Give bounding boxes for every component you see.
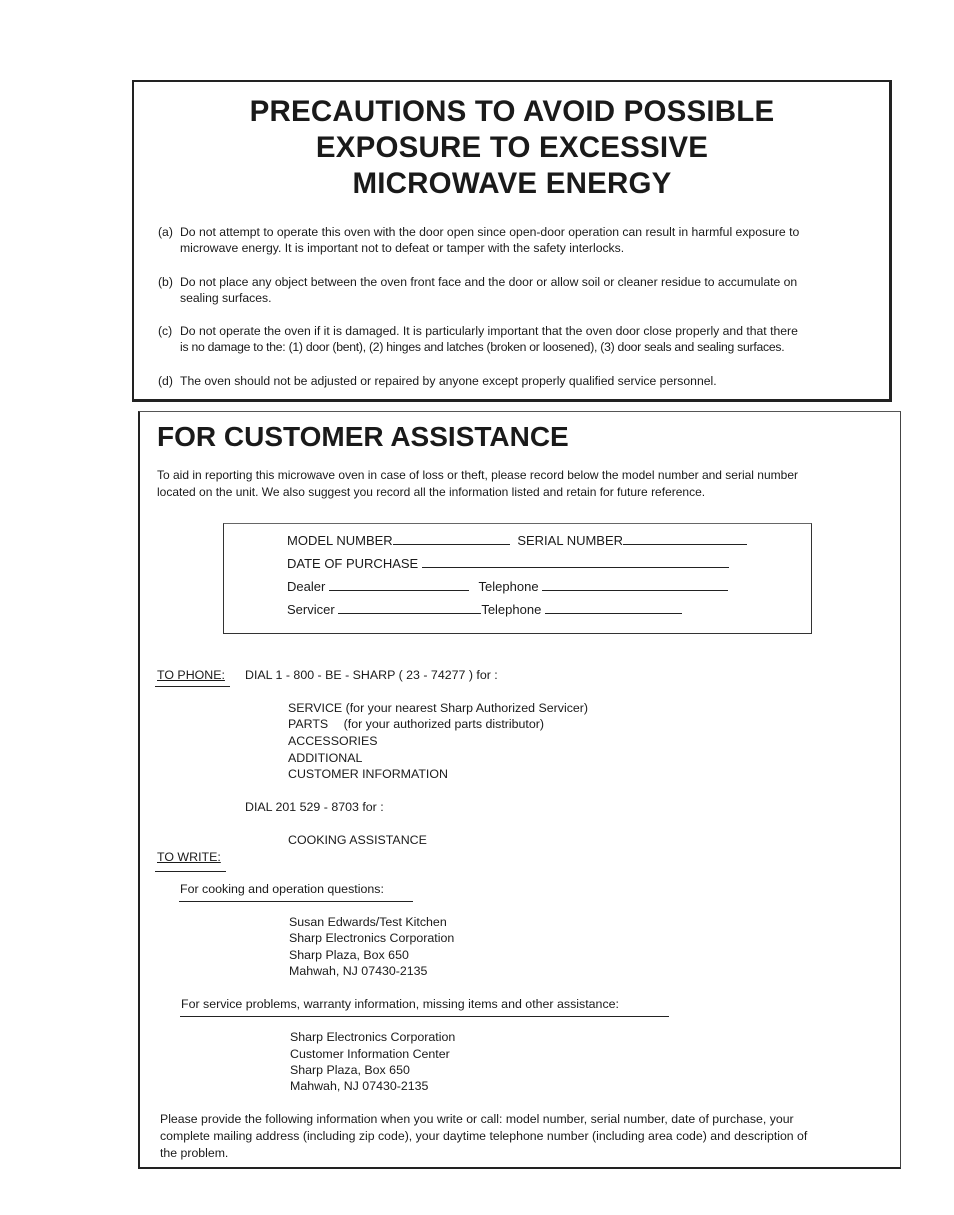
item-text-line: microwave energy. It is important not to defeat or tamper with the safety interlocks. [180, 241, 625, 255]
phone-dial-1: DIAL 1 - 800 - BE - SHARP ( 23 - 74277 ) for : [245, 668, 498, 682]
item-label: (d) [158, 374, 173, 388]
servicer-blank [338, 602, 481, 614]
parts-note: (for your authorized parts distributor) [343, 717, 545, 731]
serial-number-blank [623, 533, 747, 545]
additional-line: ADDITIONAL [288, 751, 363, 765]
service-problems-heading: For service problems, warranty information, missing items and other assistance: [181, 997, 619, 1011]
address-line: Mahwah, NJ 07430-2135 [290, 1079, 429, 1093]
address-line: Mahwah, NJ 07430-2135 [289, 964, 428, 978]
heading-underline [180, 1016, 669, 1017]
address-line: Sharp Electronics Corporation [290, 1030, 456, 1044]
closing-text-line: complete mailing address (including zip code), your daytime telephone number (including area code) and description of [160, 1129, 808, 1143]
service-line: SERVICE (for your nearest Sharp Authorized Servicer) [288, 701, 589, 715]
dealer-telephone-blank [542, 579, 728, 591]
record-row-date [287, 556, 729, 572]
item-text-line: Do not place any object between the oven front face and the door or allow soil or cleaner residue to accumulate on [180, 275, 798, 289]
servicer-telephone-blank [545, 602, 682, 614]
item-text-line: is no damage to the: (1) door (bent), (2) hinges and latches (broken or loosened), (3) door seals and sealing surfaces. [180, 340, 785, 354]
address-line: Sharp Plaza, Box 650 [290, 1063, 410, 1077]
closing-text-line: the problem. [160, 1146, 229, 1160]
closing-text-line: Please provide the following information when you write or call: model number, serial number, date of purchase, your [160, 1112, 794, 1126]
item-text-line: sealing surfaces. [180, 291, 272, 305]
item-label: (b) [158, 275, 173, 289]
precautions-title [132, 94, 892, 202]
dealer-blank [329, 579, 469, 591]
customer-assistance-title: FOR CUSTOMER ASSISTANCE [157, 421, 569, 452]
date-of-purchase-blank [422, 556, 729, 568]
phone-dial-2: DIAL 201 529 - 8703 for : [245, 800, 384, 814]
address-line: Sharp Plaza, Box 650 [289, 948, 409, 962]
address-line: Susan Edwards/Test Kitchen [289, 915, 447, 929]
address-line: Customer Information Center [290, 1047, 450, 1061]
item-label: (c) [158, 324, 173, 338]
title-line: MICROWAVE ENERGY [352, 167, 672, 200]
address-line: Sharp Electronics Corporation [289, 931, 455, 945]
cooking-assistance-line: COOKING ASSISTANCE [288, 833, 427, 847]
record-row-model [287, 533, 747, 549]
record-row-servicer [287, 602, 682, 618]
customer-info-line: CUSTOMER INFORMATION [288, 767, 448, 781]
telephone-label: Telephone [478, 579, 539, 594]
model-number-blank [393, 533, 510, 545]
parts-label: PARTS [288, 717, 329, 731]
double-underline [155, 686, 230, 687]
accessories-line: ACCESSORIES [288, 734, 378, 748]
intro-text-line: To aid in reporting this microwave oven in case of loss or theft, please record below the model number and serial number [157, 468, 798, 482]
to-write-label: TO WRITE: [157, 850, 221, 864]
title-line: PRECAUTIONS TO AVOID POSSIBLE [249, 95, 775, 128]
heading-underline [179, 901, 413, 902]
parts-line [288, 716, 544, 732]
date-of-purchase-label: DATE OF PURCHASE [287, 556, 419, 571]
item-text-line: Do not operate the oven if it is damaged. It is particularly important that the oven door close properly and that there [180, 324, 798, 338]
to-phone-label: TO PHONE: [157, 668, 225, 682]
serial-number-label: SERIAL NUMBER [517, 533, 624, 548]
item-text-line: The oven should not be adjusted or repaired by anyone except properly qualified service personnel. [180, 374, 717, 388]
double-underline [155, 871, 226, 872]
cooking-questions-heading: For cooking and operation questions: [180, 882, 384, 896]
model-number-label: MODEL NUMBER [287, 533, 393, 548]
servicer-label: Servicer [287, 602, 335, 617]
title-line: EXPOSURE TO EXCESSIVE [315, 131, 709, 164]
record-row-dealer [287, 579, 728, 595]
item-label: (a) [158, 225, 173, 239]
item-text-line: Do not attempt to operate this oven with the door open since open-door operation can result in harmful exposure to [180, 225, 800, 239]
dealer-label: Dealer [287, 579, 326, 594]
intro-text-line: located on the unit. We also suggest you record all the information listed and retain for future reference. [157, 485, 706, 499]
telephone-label: Telephone [481, 602, 542, 617]
